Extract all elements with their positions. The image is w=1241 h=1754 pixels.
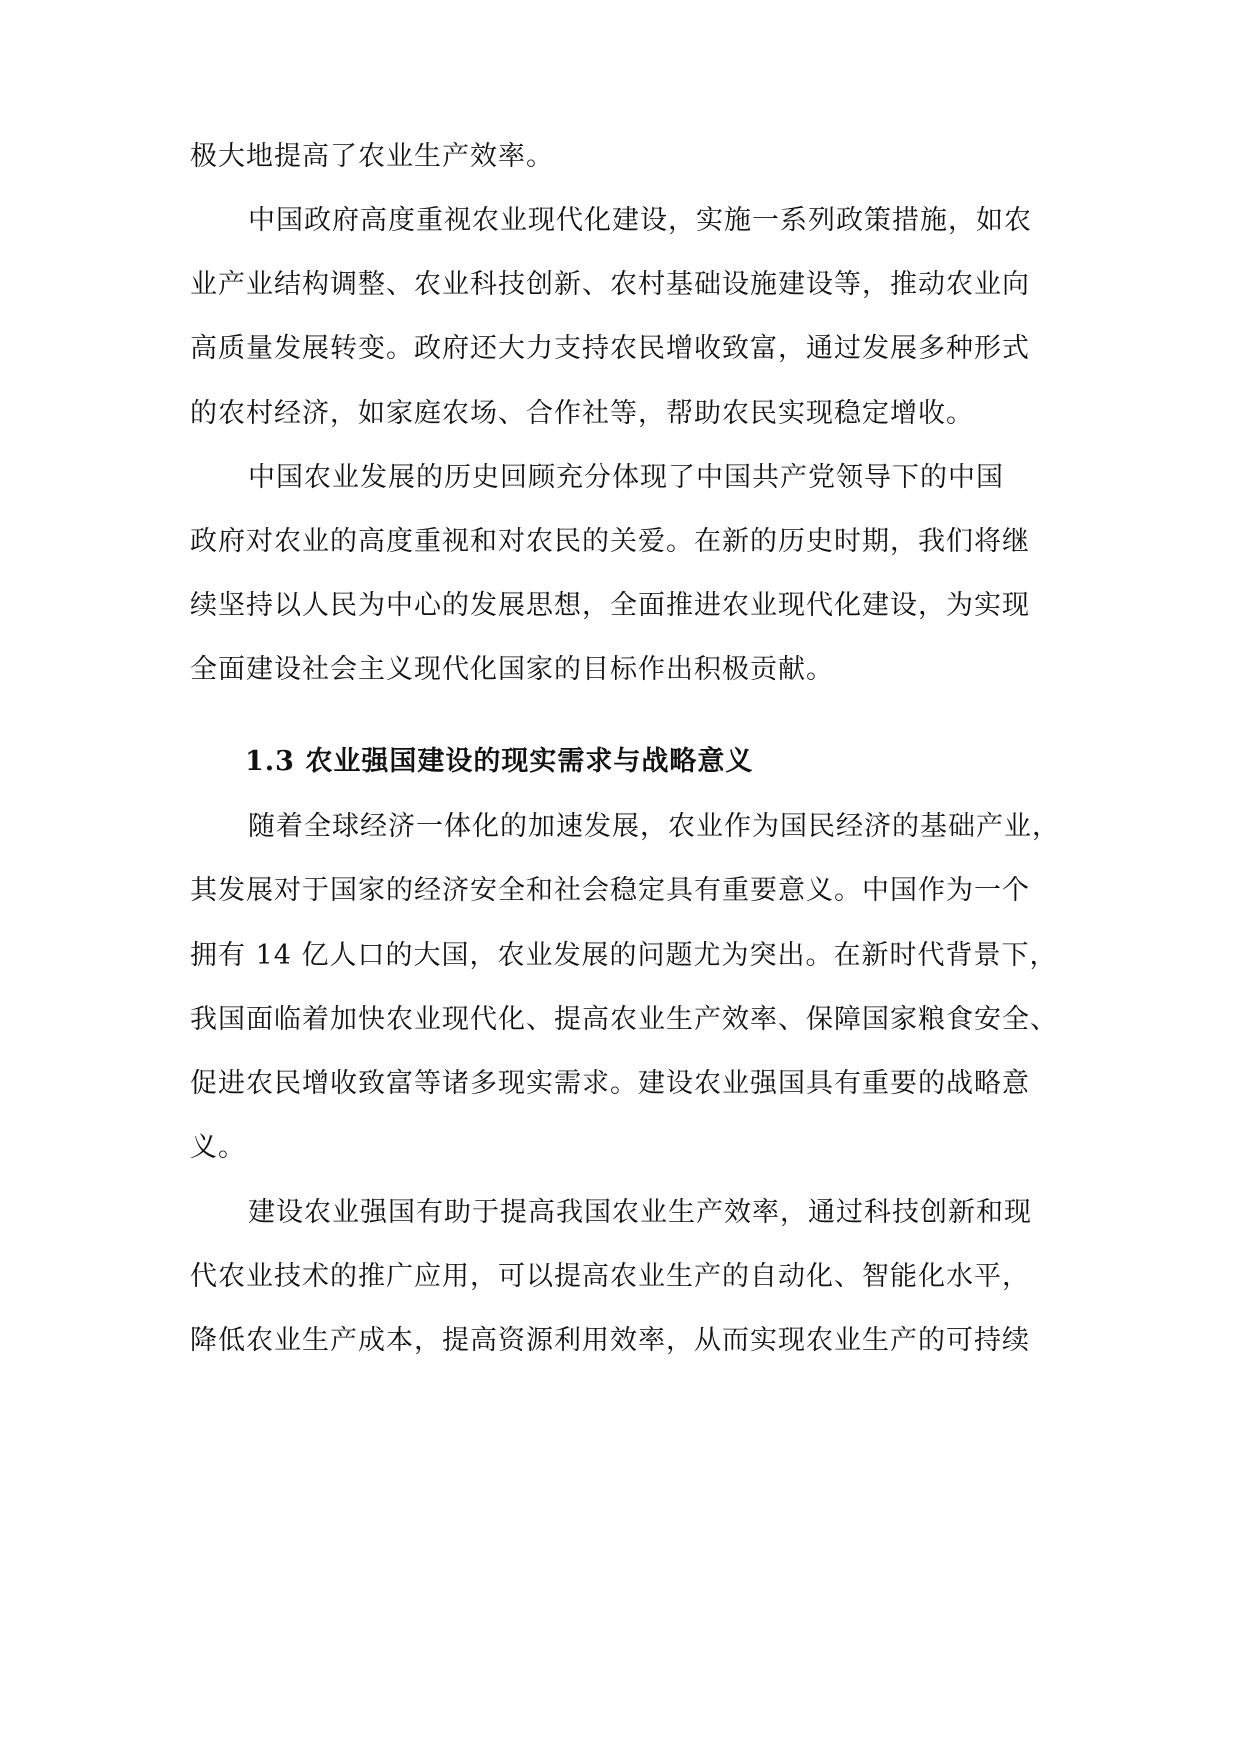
text-line: 高质量发展转变。政府还大力支持农民增收致富，通过发展多种形式 (190, 333, 1030, 364)
text-line: 续坚持以人民为中心的发展思想，全面推进农业现代化建设，为实现 (190, 590, 1030, 621)
text-line: 义。 (190, 1132, 246, 1163)
paragraph-first-line: 中国政府高度重视农业现代化建设，实施一系列政策措施，如农 (248, 205, 1032, 236)
text-line: 降低农业生产成本，提高资源利用效率，从而实现农业生产的可持续 (190, 1325, 1030, 1356)
text-line: 极大地提高了农业生产效率。 (190, 141, 554, 172)
text-line: 代农业技术的推广应用，可以提高农业生产的自动化、智能化水平， (190, 1261, 1030, 1292)
section-heading: 1.3 农业强国建设的现实需求与战略意义 (245, 746, 754, 777)
paragraph-first-line: 建设农业强国有助于提高我国农业生产效率，通过科技创新和现 (248, 1197, 1032, 1228)
text-line: 拥有 14 亿人口的大国，农业发展的问题尤为突出。在新时代背景下， (190, 940, 1058, 971)
paragraph-first-line: 中国农业发展的历史回顾充分体现了中国共产党领导下的中国 (248, 462, 1004, 493)
text-line: 促进农民增收致富等诸多现实需求。建设农业强国具有重要的战略意 (190, 1068, 1030, 1099)
paragraph-first-line: 随着全球经济一体化的加速发展，农业作为国民经济的基础产业， (248, 811, 1060, 842)
text-line: 我国面临着加快农业现代化、提高农业生产效率、保障国家粮食安全、 (190, 1004, 1058, 1035)
text-line: 的农村经济，如家庭农场、合作社等，帮助农民实现稳定增收。 (190, 398, 974, 429)
text-line: 其发展对于国家的经济安全和社会稳定具有重要意义。中国作为一个 (190, 875, 1030, 906)
text-line: 政府对农业的高度重视和对农民的关爱。在新的历史时期，我们将继 (190, 526, 1030, 557)
text-line: 全面建设社会主义现代化国家的目标作出积极贡献。 (190, 654, 834, 685)
text-line: 业产业结构调整、农业科技创新、农村基础设施建设等，推动农业向 (190, 269, 1030, 300)
